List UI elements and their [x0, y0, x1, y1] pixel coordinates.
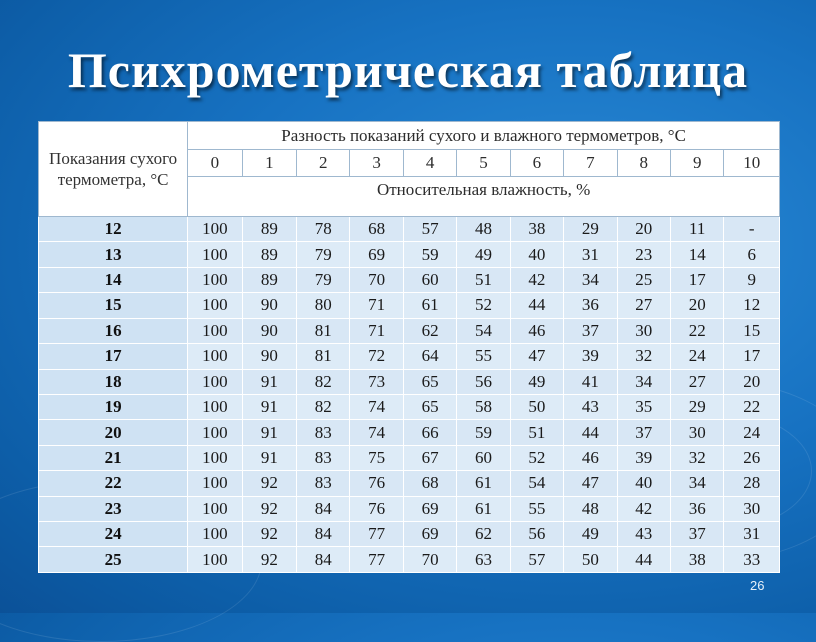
table-row [39, 318, 780, 343]
humidity-cell: 20 [617, 217, 670, 242]
humidity-cell: 100 [188, 547, 242, 573]
humidity-cell: 6 [724, 242, 780, 267]
humidity-cell: 60 [457, 445, 510, 470]
humidity-cell: 100 [188, 318, 242, 343]
row-temperature: 15 [39, 293, 188, 318]
humidity-cell: 65 [403, 394, 456, 419]
humidity-cell: 28 [724, 471, 780, 496]
table-row [39, 420, 780, 445]
humidity-cell: 39 [564, 344, 617, 369]
humidity-cell: 50 [510, 394, 563, 419]
humidity-cell: 51 [457, 267, 510, 292]
humidity-cell: 47 [510, 344, 563, 369]
table-row [39, 242, 780, 267]
humidity-cell: 34 [617, 369, 670, 394]
humidity-cell: 67 [403, 445, 456, 470]
humidity-cell: 22 [724, 394, 780, 419]
humidity-cell: 63 [457, 547, 510, 573]
humidity-cell: 20 [670, 293, 723, 318]
humidity-cell: 31 [564, 242, 617, 267]
humidity-cell: 29 [670, 394, 723, 419]
humidity-cell: 61 [457, 471, 510, 496]
humidity-cell: 37 [670, 522, 723, 547]
humidity-cell: 54 [457, 318, 510, 343]
corner-header: Показания сухого термометра, °С [39, 122, 188, 217]
humidity-cell: 12 [724, 293, 780, 318]
humidity-cell: 79 [297, 242, 350, 267]
table-row [39, 471, 780, 496]
humidity-cell: 64 [403, 344, 456, 369]
row-temperature: 18 [39, 369, 188, 394]
difference-header: Разность показаний сухого и влажного термометров, °С [188, 122, 780, 150]
row-temperature: 23 [39, 496, 188, 521]
humidity-cell: 43 [564, 394, 617, 419]
difference-column-header: 6 [510, 150, 563, 177]
humidity-cell: 48 [564, 496, 617, 521]
humidity-cell: 25 [617, 267, 670, 292]
humidity-cell: 11 [670, 217, 723, 242]
humidity-cell: 100 [188, 369, 242, 394]
humidity-cell: 55 [457, 344, 510, 369]
humidity-cell: 44 [617, 547, 670, 573]
difference-column-header: 1 [242, 150, 296, 177]
table-row [39, 344, 780, 369]
humidity-cell: 66 [403, 420, 456, 445]
humidity-header: Относительная влажность, % [188, 177, 780, 217]
humidity-cell: 59 [457, 420, 510, 445]
humidity-cell: 43 [617, 522, 670, 547]
humidity-cell: 69 [350, 242, 403, 267]
humidity-cell: 50 [564, 547, 617, 573]
humidity-cell: 81 [297, 318, 350, 343]
humidity-cell: 36 [670, 496, 723, 521]
humidity-cell: 62 [403, 318, 456, 343]
humidity-cell: 77 [350, 547, 403, 573]
humidity-cell: 58 [457, 394, 510, 419]
humidity-cell: 42 [510, 267, 563, 292]
humidity-cell: 37 [617, 420, 670, 445]
humidity-cell: 100 [188, 267, 242, 292]
humidity-cell: 100 [188, 242, 242, 267]
humidity-cell: 71 [350, 318, 403, 343]
humidity-cell: 39 [617, 445, 670, 470]
humidity-cell: 51 [510, 420, 563, 445]
difference-column-header: 8 [617, 150, 670, 177]
humidity-cell: 100 [188, 471, 242, 496]
humidity-cell: 15 [724, 318, 780, 343]
humidity-cell: 84 [297, 522, 350, 547]
humidity-cell: 34 [564, 267, 617, 292]
humidity-cell: 60 [403, 267, 456, 292]
humidity-cell: 32 [617, 344, 670, 369]
humidity-cell: 79 [297, 267, 350, 292]
humidity-cell: 91 [242, 445, 296, 470]
humidity-cell: 52 [457, 293, 510, 318]
psychrometric-table [38, 121, 780, 573]
humidity-cell: 40 [617, 471, 670, 496]
humidity-cell: 46 [510, 318, 563, 343]
humidity-cell: 100 [188, 217, 242, 242]
humidity-cell: 27 [617, 293, 670, 318]
humidity-cell: 76 [350, 471, 403, 496]
slide-title: Психрометрическая таблица [67, 42, 749, 98]
psychrometric-table-container [38, 121, 780, 573]
humidity-cell: 100 [188, 344, 242, 369]
humidity-cell: 90 [242, 344, 296, 369]
humidity-cell: 69 [403, 496, 456, 521]
humidity-cell: 9 [724, 267, 780, 292]
humidity-cell: 92 [242, 522, 296, 547]
row-temperature: 20 [39, 420, 188, 445]
humidity-cell: 92 [242, 471, 296, 496]
humidity-cell: 24 [670, 344, 723, 369]
table-row [39, 394, 780, 419]
humidity-cell: 84 [297, 496, 350, 521]
humidity-cell: 56 [457, 369, 510, 394]
humidity-cell: 46 [564, 445, 617, 470]
humidity-cell: 74 [350, 394, 403, 419]
humidity-cell: 57 [510, 547, 563, 573]
humidity-cell: 38 [510, 217, 563, 242]
humidity-cell: 22 [670, 318, 723, 343]
table-row [39, 267, 780, 292]
humidity-cell: 78 [297, 217, 350, 242]
humidity-cell: 69 [403, 522, 456, 547]
humidity-cell: 44 [510, 293, 563, 318]
row-temperature: 25 [39, 547, 188, 573]
row-temperature: 16 [39, 318, 188, 343]
humidity-cell: 77 [350, 522, 403, 547]
humidity-cell: 56 [510, 522, 563, 547]
difference-column-header: 4 [403, 150, 456, 177]
humidity-cell: 26 [724, 445, 780, 470]
row-temperature: 19 [39, 394, 188, 419]
table-row [39, 496, 780, 521]
humidity-cell: 100 [188, 394, 242, 419]
difference-column-header: 10 [724, 150, 780, 177]
difference-column-header: 7 [564, 150, 617, 177]
humidity-cell: 59 [403, 242, 456, 267]
humidity-cell: 49 [457, 242, 510, 267]
humidity-cell: 35 [617, 394, 670, 419]
difference-column-header: 3 [350, 150, 403, 177]
humidity-cell: 55 [510, 496, 563, 521]
humidity-cell: 100 [188, 293, 242, 318]
humidity-cell: 17 [670, 267, 723, 292]
humidity-cell: 34 [670, 471, 723, 496]
humidity-cell: 41 [564, 369, 617, 394]
humidity-cell: - [724, 217, 780, 242]
table-row [39, 522, 780, 547]
humidity-cell: 76 [350, 496, 403, 521]
humidity-cell: 36 [564, 293, 617, 318]
humidity-cell: 90 [242, 318, 296, 343]
humidity-cell: 32 [670, 445, 723, 470]
humidity-cell: 73 [350, 369, 403, 394]
humidity-cell: 89 [242, 267, 296, 292]
difference-column-header: 0 [188, 150, 242, 177]
humidity-cell: 81 [297, 344, 350, 369]
humidity-cell: 57 [403, 217, 456, 242]
table-row [39, 547, 780, 573]
humidity-cell: 54 [510, 471, 563, 496]
difference-column-header: 9 [670, 150, 723, 177]
humidity-cell: 91 [242, 369, 296, 394]
humidity-cell: 24 [724, 420, 780, 445]
humidity-cell: 49 [510, 369, 563, 394]
humidity-cell: 47 [564, 471, 617, 496]
row-temperature: 14 [39, 267, 188, 292]
humidity-cell: 100 [188, 420, 242, 445]
row-temperature: 21 [39, 445, 188, 470]
humidity-cell: 91 [242, 394, 296, 419]
humidity-cell: 65 [403, 369, 456, 394]
humidity-cell: 92 [242, 496, 296, 521]
humidity-cell: 23 [617, 242, 670, 267]
humidity-cell: 83 [297, 471, 350, 496]
humidity-cell: 31 [724, 522, 780, 547]
humidity-cell: 82 [297, 394, 350, 419]
humidity-cell: 68 [403, 471, 456, 496]
humidity-cell: 33 [724, 547, 780, 573]
humidity-cell: 82 [297, 369, 350, 394]
humidity-cell: 30 [617, 318, 670, 343]
row-temperature: 24 [39, 522, 188, 547]
humidity-cell: 90 [242, 293, 296, 318]
humidity-cell: 42 [617, 496, 670, 521]
humidity-cell: 37 [564, 318, 617, 343]
humidity-cell: 83 [297, 420, 350, 445]
humidity-cell: 89 [242, 242, 296, 267]
humidity-cell: 70 [403, 547, 456, 573]
humidity-cell: 29 [564, 217, 617, 242]
humidity-cell: 70 [350, 267, 403, 292]
humidity-cell: 52 [510, 445, 563, 470]
humidity-cell: 89 [242, 217, 296, 242]
humidity-cell: 17 [724, 344, 780, 369]
humidity-cell: 74 [350, 420, 403, 445]
humidity-cell: 20 [724, 369, 780, 394]
row-temperature: 13 [39, 242, 188, 267]
humidity-cell: 27 [670, 369, 723, 394]
humidity-cell: 40 [510, 242, 563, 267]
humidity-cell: 83 [297, 445, 350, 470]
humidity-cell: 68 [350, 217, 403, 242]
humidity-cell: 71 [350, 293, 403, 318]
humidity-cell: 91 [242, 420, 296, 445]
humidity-cell: 61 [457, 496, 510, 521]
row-temperature: 12 [39, 217, 188, 242]
humidity-cell: 62 [457, 522, 510, 547]
humidity-cell: 92 [242, 547, 296, 573]
humidity-cell: 30 [724, 496, 780, 521]
humidity-cell: 84 [297, 547, 350, 573]
humidity-cell: 75 [350, 445, 403, 470]
humidity-cell: 30 [670, 420, 723, 445]
humidity-cell: 44 [564, 420, 617, 445]
humidity-cell: 100 [188, 445, 242, 470]
humidity-cell: 38 [670, 547, 723, 573]
row-temperature: 17 [39, 344, 188, 369]
table-row [39, 445, 780, 470]
humidity-cell: 100 [188, 496, 242, 521]
humidity-cell: 49 [564, 522, 617, 547]
humidity-cell: 80 [297, 293, 350, 318]
page-number: 26 [750, 578, 765, 593]
table-row [39, 293, 780, 318]
humidity-cell: 61 [403, 293, 456, 318]
table-row [39, 217, 780, 242]
humidity-cell: 14 [670, 242, 723, 267]
humidity-cell: 72 [350, 344, 403, 369]
humidity-cell: 100 [188, 522, 242, 547]
row-temperature: 22 [39, 471, 188, 496]
difference-column-header: 5 [457, 150, 510, 177]
table-row [39, 369, 780, 394]
humidity-cell: 48 [457, 217, 510, 242]
difference-column-header: 2 [297, 150, 350, 177]
